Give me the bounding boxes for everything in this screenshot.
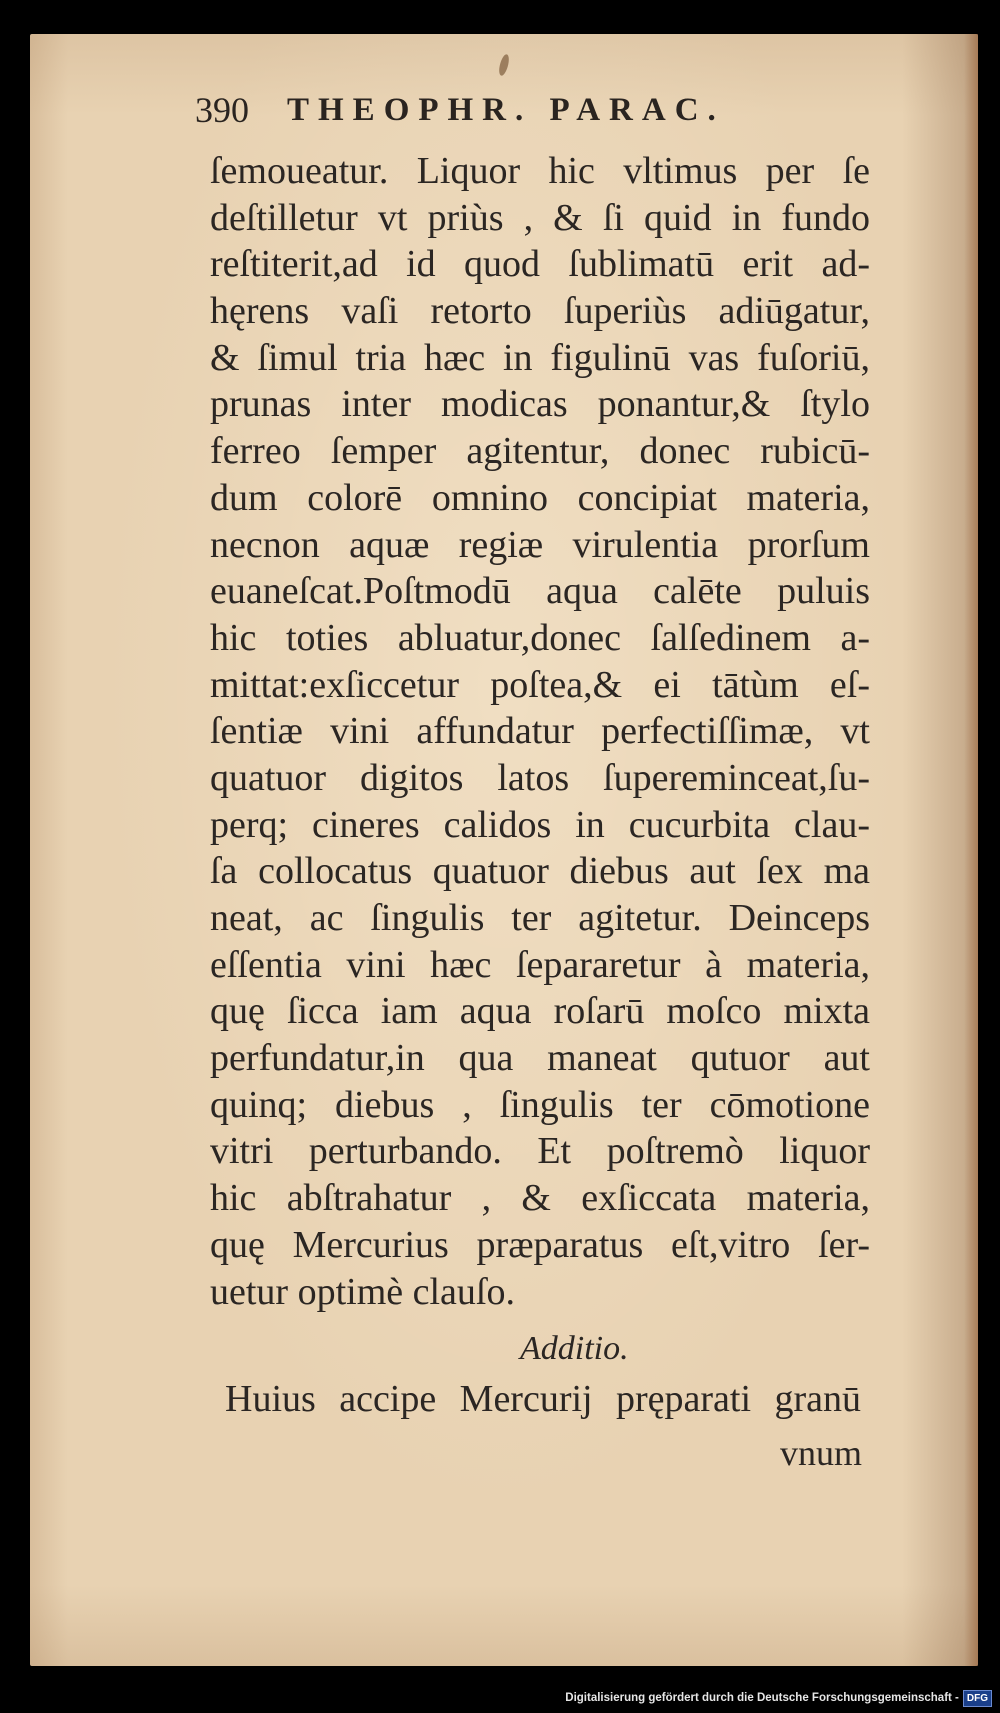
text-line: hęrens vaſi retorto ſuperiùs adiūgatur, xyxy=(210,290,870,333)
page-edge-shadow xyxy=(964,34,978,1666)
body-text xyxy=(210,148,870,1315)
text-line: uetur optimè clauſo. xyxy=(210,1270,515,1313)
text-line: eſſentia vini hæc ſepararetur à materia, xyxy=(210,943,870,986)
text-line: prunas inter modicas ponantur,& ſtylo xyxy=(210,383,870,426)
catchword: vnum xyxy=(780,1433,863,1473)
text-line: necnon aquæ regiæ virulentia prorſum xyxy=(210,523,870,566)
text-line: deſtilletur vt priùs , & ſi quid in fundo xyxy=(210,196,870,239)
text-line: hic abſtrahatur , & exſiccata materia, xyxy=(210,1177,870,1220)
text-line: ſa collocatus quatuor diebus aut ſex ma xyxy=(210,850,870,893)
text-line: ſemoueatur. Liquor hic vltimus per ſe xyxy=(210,150,870,192)
text-line: perq; cineres calidos in cucurbita clau- xyxy=(210,803,870,846)
footer-credit: Digitalisierung gefördert durch die Deutsche Forschungsgemeinschaft - xyxy=(565,1692,959,1704)
text-line: euaneſcat.Poſtmodū aqua calēte puluis xyxy=(210,570,870,613)
dfg-logo: DFG xyxy=(963,1690,992,1707)
text-line: quinq; diebus , ſingulis ter cōmotione xyxy=(210,1083,870,1126)
text-line: mittat:exſiccetur poſtea,& ei tātùm eſ- xyxy=(210,663,870,706)
text-line: vitri perturbando. Et poſtremò liquor xyxy=(210,1130,870,1173)
section-subheading: Additio. xyxy=(520,1330,629,1367)
text-line: reſtiterit,ad id quod ſublimatū erit ad- xyxy=(210,243,870,286)
text-line: quatuor digitos latos ſupereminceat,ſu- xyxy=(210,756,870,799)
text-line: quę Mercurius præparatus eſt,vitro ſer- xyxy=(210,1223,870,1266)
running-head: THEOPHR. PARAC. xyxy=(287,92,725,128)
text-line: quę ſicca iam aqua roſarū moſco mixta xyxy=(210,990,870,1033)
text-line: hic toties abluatur,donec ſalſedinem a- xyxy=(210,616,870,659)
text-line: & ſimul tria hæc in figulinū vas fuſoriū, xyxy=(210,336,870,379)
text-line: ſentiæ vini affundatur perfectiſſimæ, vt xyxy=(210,710,870,753)
page-header xyxy=(195,82,855,138)
text-line: neat, ac ſingulis ter agitetur. Deinceps xyxy=(210,897,870,939)
addition-line: Huius accipe Mercurij pręparati granū xyxy=(225,1378,861,1420)
ink-blot xyxy=(497,53,510,76)
page-number: 390 xyxy=(195,90,249,130)
text-line: perfundatur,in qua maneat qutuor aut xyxy=(210,1037,870,1080)
digitization-footer xyxy=(565,1689,992,1707)
text-line: ferreo ſemper agitentur, donec rubicū- xyxy=(210,430,870,473)
text-line: dum colorē omnino concipiat materia, xyxy=(210,476,870,519)
